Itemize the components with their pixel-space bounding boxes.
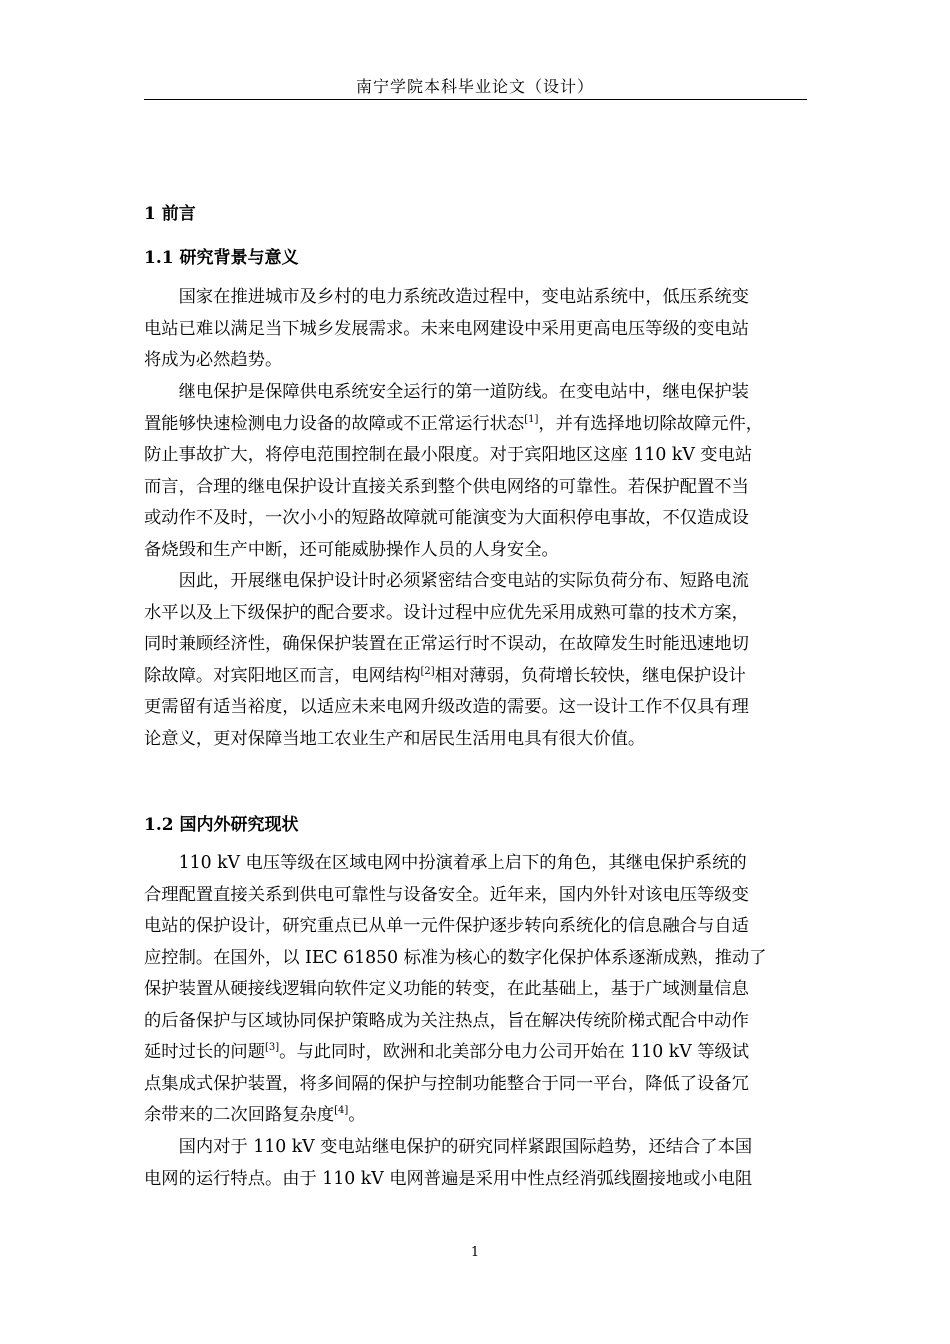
text-line: 水平以及上下级保护的配合要求。设计过程中应优先采用成熟可靠的技术方案， xyxy=(144,602,749,623)
text-line xyxy=(144,1037,808,1069)
section-heading-1-1: 1.1 研究背景与意义 xyxy=(144,248,299,268)
text-fragment: 置能够快速检测电力设备的故障或不正常运行状态 xyxy=(144,413,525,434)
paragraph-status-1 xyxy=(144,848,808,1132)
text-line: 更需留有适当裕度，以适应未来电网升级改造的需要。这一设计工作不仅具有理 xyxy=(144,697,749,717)
text-line: 点集成式保护装置，将多间隔的保护与控制功能整合于同一平台，降低了设备冗 xyxy=(144,1073,749,1094)
text-line: 将成为必然趋势。 xyxy=(144,350,283,370)
text-line: 电站已难以满足当下城乡发展需求。未来电网建设中采用更高电压等级的变电站 xyxy=(144,318,749,339)
text-fragment: ，并有选择地切除故障元件， xyxy=(538,413,764,434)
section-heading-1-2: 1.2 国内外研究现状 xyxy=(144,815,299,835)
running-header: 南宁学院本科毕业论文（设计） xyxy=(355,77,594,96)
text-line: 合理配置直接关系到供电可靠性与设备安全。近年来，国内外针对该电压等级变 xyxy=(144,884,749,905)
text-fragment: 延时过长的问题 xyxy=(144,1042,265,1062)
citation-ref: [4] xyxy=(334,1105,349,1117)
paragraph-status-2 xyxy=(144,1132,808,1195)
text-line: 同时兼顾经济性，确保保护装置在正常运行时不误动，在故障发生时能迅速地切 xyxy=(144,634,749,654)
text-fragment: 相对薄弱，负荷增长较快，继电保护设计 xyxy=(434,665,746,686)
citation-ref: [2] xyxy=(420,665,435,677)
text-line: 应控制。在国外，以 IEC 61850 标准为核心的数字化保护体系逐渐成熟，推动了 xyxy=(144,947,767,968)
text-line: 电站的保护设计，研究重点已从单一元件保护逐步转向系统化的信息融合与自适 xyxy=(144,916,749,936)
text-line: 110 kV 电压等级在区域电网中扮演着承上启下的角色，其继电保护系统的 xyxy=(178,853,747,873)
text-line: 保护装置从硬接线逻辑向软件定义功能的转变，在此基础上，基于广域测量信息 xyxy=(144,979,749,999)
text-line: 继电保护是保障供电系统安全运行的第一道防线。在变电站中，继电保护装 xyxy=(178,382,749,402)
text-line: 备烧毁和生产中断，还可能威胁操作人员的人身安全。 xyxy=(144,539,559,560)
header-rule xyxy=(144,99,807,100)
text-fragment: 。 xyxy=(348,1105,366,1125)
text-line: 而言，合理的继电保护设计直接关系到整个供电网络的可靠性。若保护配置不当 xyxy=(144,476,749,497)
text-line: 因此，开展继电保护设计时必须紧密结合变电站的实际负荷分布、短路电流 xyxy=(178,571,749,591)
text-fragment: 余带来的二次回路复杂度 xyxy=(144,1105,335,1125)
paragraph-background-1 xyxy=(144,282,808,377)
text-line xyxy=(144,661,808,693)
paragraph-background-2 xyxy=(144,377,808,566)
text-line xyxy=(144,1100,808,1132)
text-line: 国内对于 110 kV 变电站继电保护的研究同样紧跟国际趋势，还结合了本国 xyxy=(178,1137,753,1157)
text-line: 防止事故扩大，将停电范围控制在最小限度。对于宾阳地区这座 110 kV 变电站 xyxy=(144,445,753,465)
text-fragment: 。与此同时，欧洲和北美部分电力公司开始在 110 kV 等级试 xyxy=(279,1042,750,1062)
text-line: 国家在推进城市及乡村的电力系统改造过程中，变电站系统中，低压系统变 xyxy=(178,287,749,307)
text-line: 电网的运行特点。由于 110 kV 电网普遍是采用中性点经消弧线圈接地或小电阻 xyxy=(144,1168,753,1189)
text-line: 或动作不及时，一次小小的短路故障就可能演变为大面积停电事故，不仅造成设 xyxy=(144,508,749,528)
text-fragment: 除故障。对宾阳地区而言，电网结构 xyxy=(144,665,421,686)
text-line: 论意义，更对保障当地工农业生产和居民生活用电具有很大价值。 xyxy=(144,728,646,749)
citation-ref: [3] xyxy=(264,1042,280,1054)
page-number: 1 xyxy=(470,1245,480,1260)
text-line xyxy=(144,409,808,441)
citation-ref: [1] xyxy=(524,413,539,425)
text-line: 的后备保护与区域协同保护策略成为关注热点，旨在解决传统阶梯式配合中动作 xyxy=(144,1010,749,1031)
section-heading-1: 1 前言 xyxy=(144,204,196,224)
paragraph-background-3 xyxy=(144,566,808,755)
